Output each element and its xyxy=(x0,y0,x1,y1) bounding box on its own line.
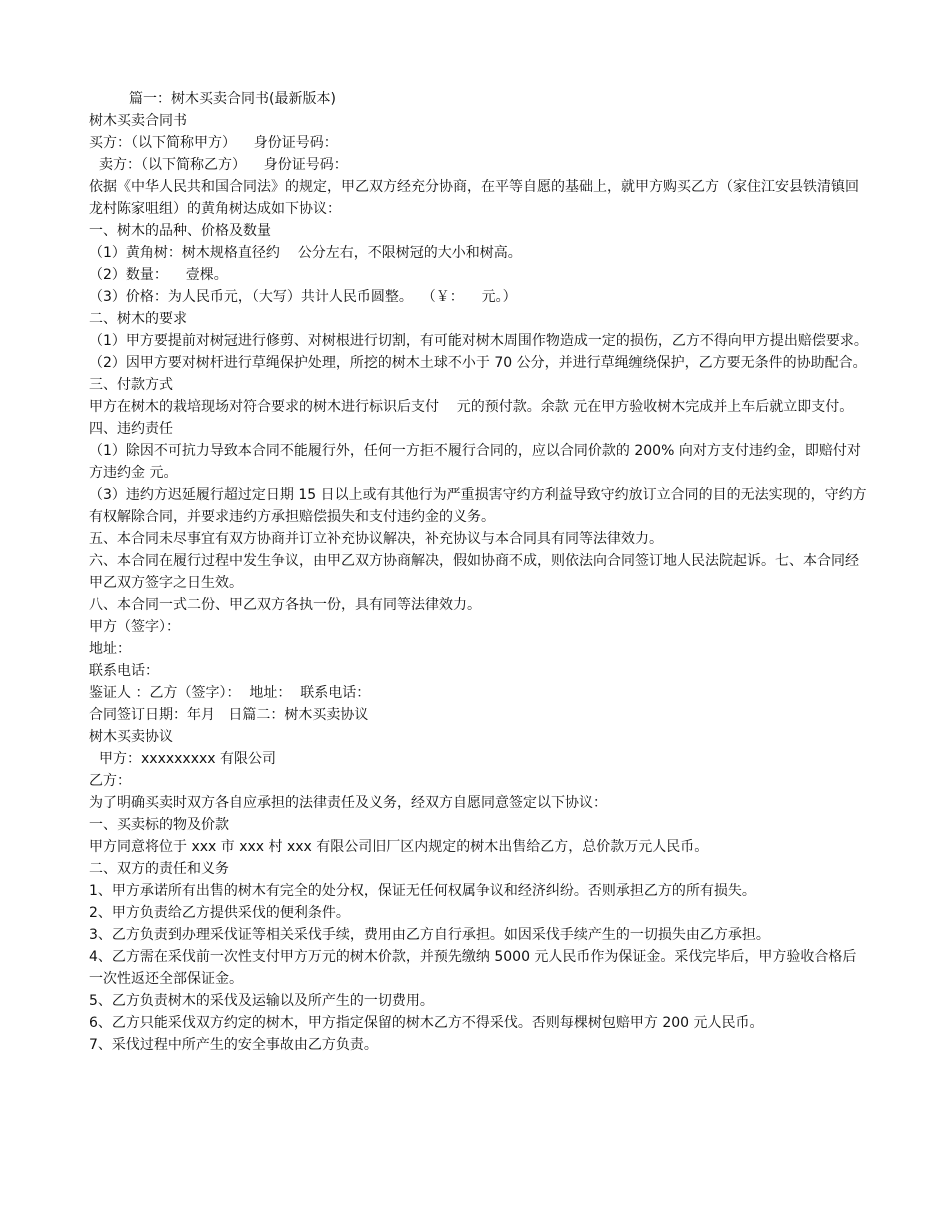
section-heading: 二、双方的责任和义务 xyxy=(89,861,229,877)
clause-paragraph: （1）除因不可抗力导致本合同不能履行外，任何一方拒不履行合同的，应以合同价款的 200% 向对方支付违约金，即赔付对方违约金 元。 xyxy=(89,443,861,481)
buyer-line: 买方：（以下简称甲方） 身份证号码： xyxy=(89,135,338,151)
phone-line: 联系电话： xyxy=(89,663,159,679)
clause-paragraph: 甲方同意将位于 xxx 市 xxx 村 xxx 有限公司旧厂区内规定的树木出售给乙方，总价款万元人民币。 xyxy=(89,839,709,855)
signing-date-line: 合同签订日期：年月 日篇二：树木买卖协议 xyxy=(89,707,369,723)
document-title: 篇一：树木买卖合同书(最新版本) xyxy=(129,91,336,107)
clause-paragraph: 五、本合同未尽事宜有双方协商并订立补充协议解决，补充协议与本合同具有同等法律效力。 xyxy=(89,531,663,547)
clause-paragraph: 7、采伐过程中所产生的安全事故由乙方负责。 xyxy=(89,1037,378,1053)
clause-paragraph: 4、乙方需在采伐前一次性支付甲方万元的树木价款，并预先缴纳 5000 元人民币作为保证金。采伐完毕后，甲方验收合格后一次性返还全部保证金。 xyxy=(89,949,857,987)
address-line: 地址： xyxy=(89,641,131,657)
clause-paragraph: 八、本合同一式二份、甲乙双方各执一份，具有同等法律效力。 xyxy=(89,597,481,613)
signature-line: 甲方（签字）： xyxy=(89,619,180,635)
clause-paragraph: 3、乙方负责到办理采伐证等相关采伐手续，费用由乙方自行承担。如因采伐手续产生的一切损失由乙方承担。 xyxy=(89,927,770,943)
clause-paragraph: （2）因甲方要对树杆进行草绳保护处理，所挖的树木土球不小于 70 公分，并进行草绳缠绕保护，乙方要无条件的协助配合。三、付款方式 xyxy=(89,355,867,393)
clause-paragraph: 六、本合同在履行过程中发生争议，由甲乙双方协商解决，假如协商不成，则依法向合同签订地人民法院起诉。七、本合同经甲乙双方签字之日生效。 xyxy=(89,553,859,591)
clause-paragraph: 甲方在树木的栽培现场对符合要求的树木进行标识后支付 元的预付款。余款 元在甲方验收树木完成并上车后就立即支付。 xyxy=(89,399,854,415)
clause-paragraph: （1）甲方要提前对树冠进行修剪、对树根进行切割，有可能对树木周围作物造成一定的损伤，乙方不得向甲方提出赔偿要求。 xyxy=(89,333,868,349)
section-heading: 四、违约责任 xyxy=(89,421,173,437)
section-heading: 一、买卖标的物及价款 xyxy=(89,817,229,833)
seller-line: 卖方：（以下简称乙方） 身份证号码： xyxy=(99,157,348,173)
section-heading: 二、树木的要求 xyxy=(89,311,187,327)
clause-paragraph: （3）违约方迟延履行超过定日期 15 日以上或有其他行为严重损害守约方利益导致守约放订立合同的目的无法实现的，守约方有权解除合同，并要求违约方承担赔偿损失和支付违约金的义务。 xyxy=(89,487,867,525)
document-page xyxy=(89,88,869,1056)
clause-paragraph: 5、乙方负责树木的采伐及运输以及所产生的一切费用。 xyxy=(89,993,434,1009)
intro-paragraph: 为了明确买卖时双方各自应承担的法律责任及义务，经双方自愿同意签定以下协议： xyxy=(89,795,607,811)
clause-paragraph: 2、甲方负责给乙方提供采伐的便利条件。 xyxy=(89,905,350,921)
party-b-line: 乙方： xyxy=(89,773,131,789)
clause-paragraph: 6、乙方只能采伐双方约定的树木，甲方指定保留的树木乙方不得采伐。否则每棵树包赔甲方 200 元人民币。 xyxy=(89,1015,764,1031)
section-heading: 一、树木的品种、价格及数量 xyxy=(89,223,271,239)
agreement-heading: 树木买卖协议 xyxy=(89,729,173,745)
clause-paragraph: （1）黄角树：树木规格直径约 公分左右，不限树冠的大小和树高。 xyxy=(89,245,522,261)
party-a-line: 甲方：xxxxxxxxx 有限公司 xyxy=(99,751,277,767)
contract-heading: 树木买卖合同书 xyxy=(89,113,187,129)
clause-paragraph: 1、甲方承诺所有出售的树木有完全的处分权，保证无任何权属争议和经济纠纷。否则承担乙方的所有损失。 xyxy=(89,883,756,899)
preamble-paragraph: 依据《中华人民共和国合同法》的规定，甲乙双方经充分协商，在平等自愿的基础上，就甲方购买乙方（家住江安县铁清镇回龙村陈家咀组）的黄角树达成如下协议： xyxy=(89,179,859,217)
clause-paragraph: （2）数量： 壹棵。 xyxy=(89,267,228,283)
witness-line: 鉴证人 ：乙方（签字）： 地址： 联系电话： xyxy=(89,685,371,701)
clause-paragraph: （3）价格：为人民币元，（大写）共计人民币圆整。 （￥： 元。） xyxy=(89,289,517,305)
